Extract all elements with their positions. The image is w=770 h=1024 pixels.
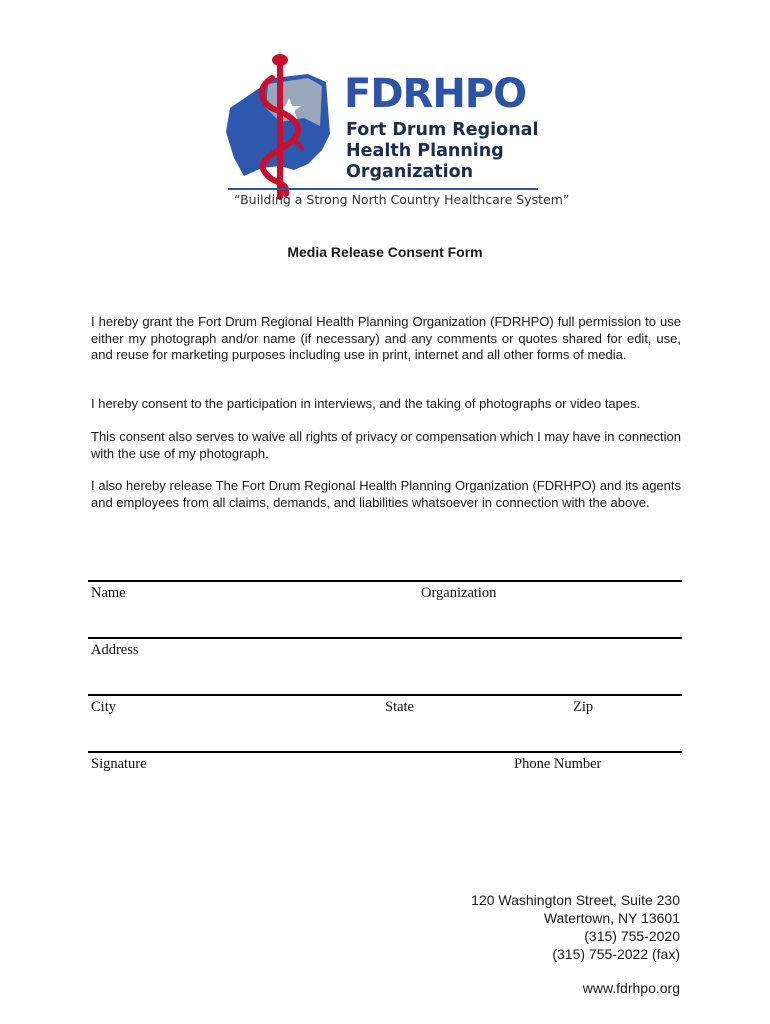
logo-tagline: “Building a Strong North Country Healthcare System” (234, 192, 570, 207)
state-field-label: State (385, 699, 414, 715)
signature-field-label: Signature (91, 756, 147, 772)
field-divider (88, 580, 682, 582)
logo-abbreviation: FDRHPO (344, 71, 527, 117)
city-state-zip: Watertown, NY 13601 (543, 910, 680, 926)
contact-address-block (471, 891, 680, 963)
form-title: Media Release Consent Form (287, 244, 483, 260)
field-divider (88, 694, 682, 696)
phone-number: (315) 755-2020 (584, 928, 680, 944)
zip-field-label: Zip (573, 699, 594, 715)
caduceus-top-icon (272, 54, 288, 66)
phone-number-field-label: Phone Number (514, 756, 602, 772)
liability-release-paragraph: I also hereby release The Fort Drum Regional Health Planning Organization (FDRHPO) and its agents and employees from all claims, demands, and liabilities whatsoever in connection with the above. (91, 478, 681, 510)
logo-name-line: Fort Drum Regional (346, 120, 539, 140)
fax-number: (315) 755-2022 (fax) (552, 946, 680, 962)
address-field-label: Address (91, 642, 139, 658)
fdrhpo-logo (210, 48, 570, 228)
name-field-label: Name (91, 585, 126, 601)
street-address: 120 Washington Street, Suite 230 (471, 892, 680, 908)
logo-name-line: Health Planning (346, 141, 504, 161)
logo-name-line: Organization (346, 162, 474, 182)
field-divider (88, 751, 682, 753)
permission-paragraph: I hereby grant the Fort Drum Regional Health Planning Organization (FDRHPO) full permission to use either my photograph and/or name (if necessary) and any comments or quotes shared for edit, use, and reuse for marketing purposes including use in print, internet and all other forms of media. (91, 314, 681, 362)
field-divider (88, 637, 682, 639)
privacy-waiver-paragraph: This consent also serves to waive all rights of privacy or compensation which I may have in connection with the use of my photograph. (91, 429, 681, 461)
website-link[interactable]: www.fdrhpo.org (582, 980, 680, 996)
organization-field-label: Organization (421, 585, 497, 601)
logo-organization-name (346, 120, 546, 183)
interview-consent-paragraph: I hereby consent to the participation in interviews, and the taking of photographs or video tapes. (91, 396, 641, 411)
city-field-label: City (91, 699, 116, 715)
